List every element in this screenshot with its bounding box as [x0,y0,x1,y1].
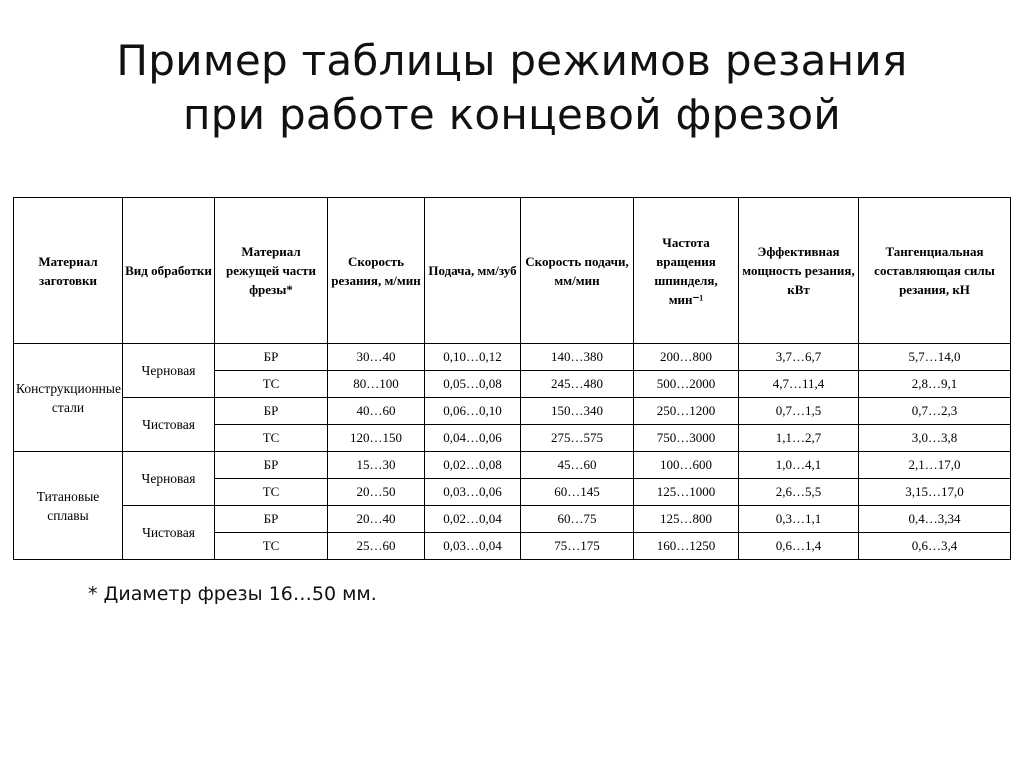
feed-speed-cell: 150…340 [521,398,634,425]
table-row [14,344,1011,371]
feed-cell: 0,10…0,12 [425,344,521,371]
header-power: Эффективная мощность резания, кВт [739,198,859,344]
rpm-cell: 125…1000 [634,479,739,506]
tool-cell: БР [215,452,328,479]
feed-cell: 0,02…0,04 [425,506,521,533]
rpm-cell: 200…800 [634,344,739,371]
footnote: * Диаметр фрезы 16…50 мм. [88,583,377,605]
header-spindle-speed: Частота вращения шпинделя, мин⁻¹ [634,198,739,344]
tool-cell: БР [215,506,328,533]
feed-speed-cell: 140…380 [521,344,634,371]
power-cell: 0,3…1,1 [739,506,859,533]
speed-cell: 40…60 [328,398,425,425]
power-cell: 3,7…6,7 [739,344,859,371]
force-cell: 2,8…9,1 [859,371,1011,398]
cutting-modes-table [13,197,1011,560]
operation-cell: Чистовая [123,506,215,560]
rpm-cell: 100…600 [634,452,739,479]
header-force: Тангенциальная составляющая силы резания, кН [859,198,1011,344]
rpm-cell: 160…1250 [634,533,739,560]
table-header [14,198,1011,344]
power-cell: 2,6…5,5 [739,479,859,506]
speed-cell: 20…50 [328,479,425,506]
operation-cell: Черновая [123,452,215,506]
header-operation: Вид обработки [123,198,215,344]
tool-cell: ТС [215,371,328,398]
power-cell: 4,7…11,4 [739,371,859,398]
table-body [14,344,1011,560]
rpm-cell: 125…800 [634,506,739,533]
force-cell: 0,7…2,3 [859,398,1011,425]
force-cell: 2,1…17,0 [859,452,1011,479]
material-cell: Титановые сплавы [14,452,123,560]
rpm-cell: 750…3000 [634,425,739,452]
header-material: Материал заготовки [14,198,123,344]
feed-cell: 0,02…0,08 [425,452,521,479]
header-cutting-speed: Скорость резания, м/мин [328,198,425,344]
feed-speed-cell: 245…480 [521,371,634,398]
feed-cell: 0,03…0,06 [425,479,521,506]
feed-cell: 0,05…0,08 [425,371,521,398]
rpm-cell: 500…2000 [634,371,739,398]
force-cell: 3,15…17,0 [859,479,1011,506]
speed-cell: 120…150 [328,425,425,452]
slide-title [0,34,1024,142]
force-cell: 5,7…14,0 [859,344,1011,371]
header-feed-speed: Скорость подачи, мм/мин [521,198,634,344]
power-cell: 1,0…4,1 [739,452,859,479]
material-cell: Конструкционные стали [14,344,123,452]
feed-speed-cell: 75…175 [521,533,634,560]
speed-cell: 20…40 [328,506,425,533]
header-feed: Подача, мм/зуб [425,198,521,344]
rpm-cell: 250…1200 [634,398,739,425]
feed-cell: 0,06…0,10 [425,398,521,425]
feed-cell: 0,04…0,06 [425,425,521,452]
header-tool-material: Материал режущей части фрезы* [215,198,328,344]
speed-cell: 80…100 [328,371,425,398]
table-row [14,506,1011,533]
table-row [14,452,1011,479]
tool-cell: ТС [215,479,328,506]
operation-cell: Чистовая [123,398,215,452]
tool-cell: ТС [215,533,328,560]
feed-speed-cell: 275…575 [521,425,634,452]
table-row [14,398,1011,425]
power-cell: 0,6…1,4 [739,533,859,560]
tool-cell: БР [215,398,328,425]
feed-speed-cell: 60…75 [521,506,634,533]
power-cell: 1,1…2,7 [739,425,859,452]
speed-cell: 25…60 [328,533,425,560]
force-cell: 3,0…3,8 [859,425,1011,452]
tool-cell: БР [215,344,328,371]
operation-cell: Черновая [123,344,215,398]
feed-cell: 0,03…0,04 [425,533,521,560]
tool-cell: ТС [215,425,328,452]
force-cell: 0,6…3,4 [859,533,1011,560]
feed-speed-cell: 60…145 [521,479,634,506]
speed-cell: 15…30 [328,452,425,479]
title-line-1: Пример таблицы режимов резания [116,36,908,85]
force-cell: 0,4…3,34 [859,506,1011,533]
power-cell: 0,7…1,5 [739,398,859,425]
feed-speed-cell: 45…60 [521,452,634,479]
title-line-2: при работе концевой фрезой [183,90,841,139]
header-row [14,198,1011,344]
speed-cell: 30…40 [328,344,425,371]
